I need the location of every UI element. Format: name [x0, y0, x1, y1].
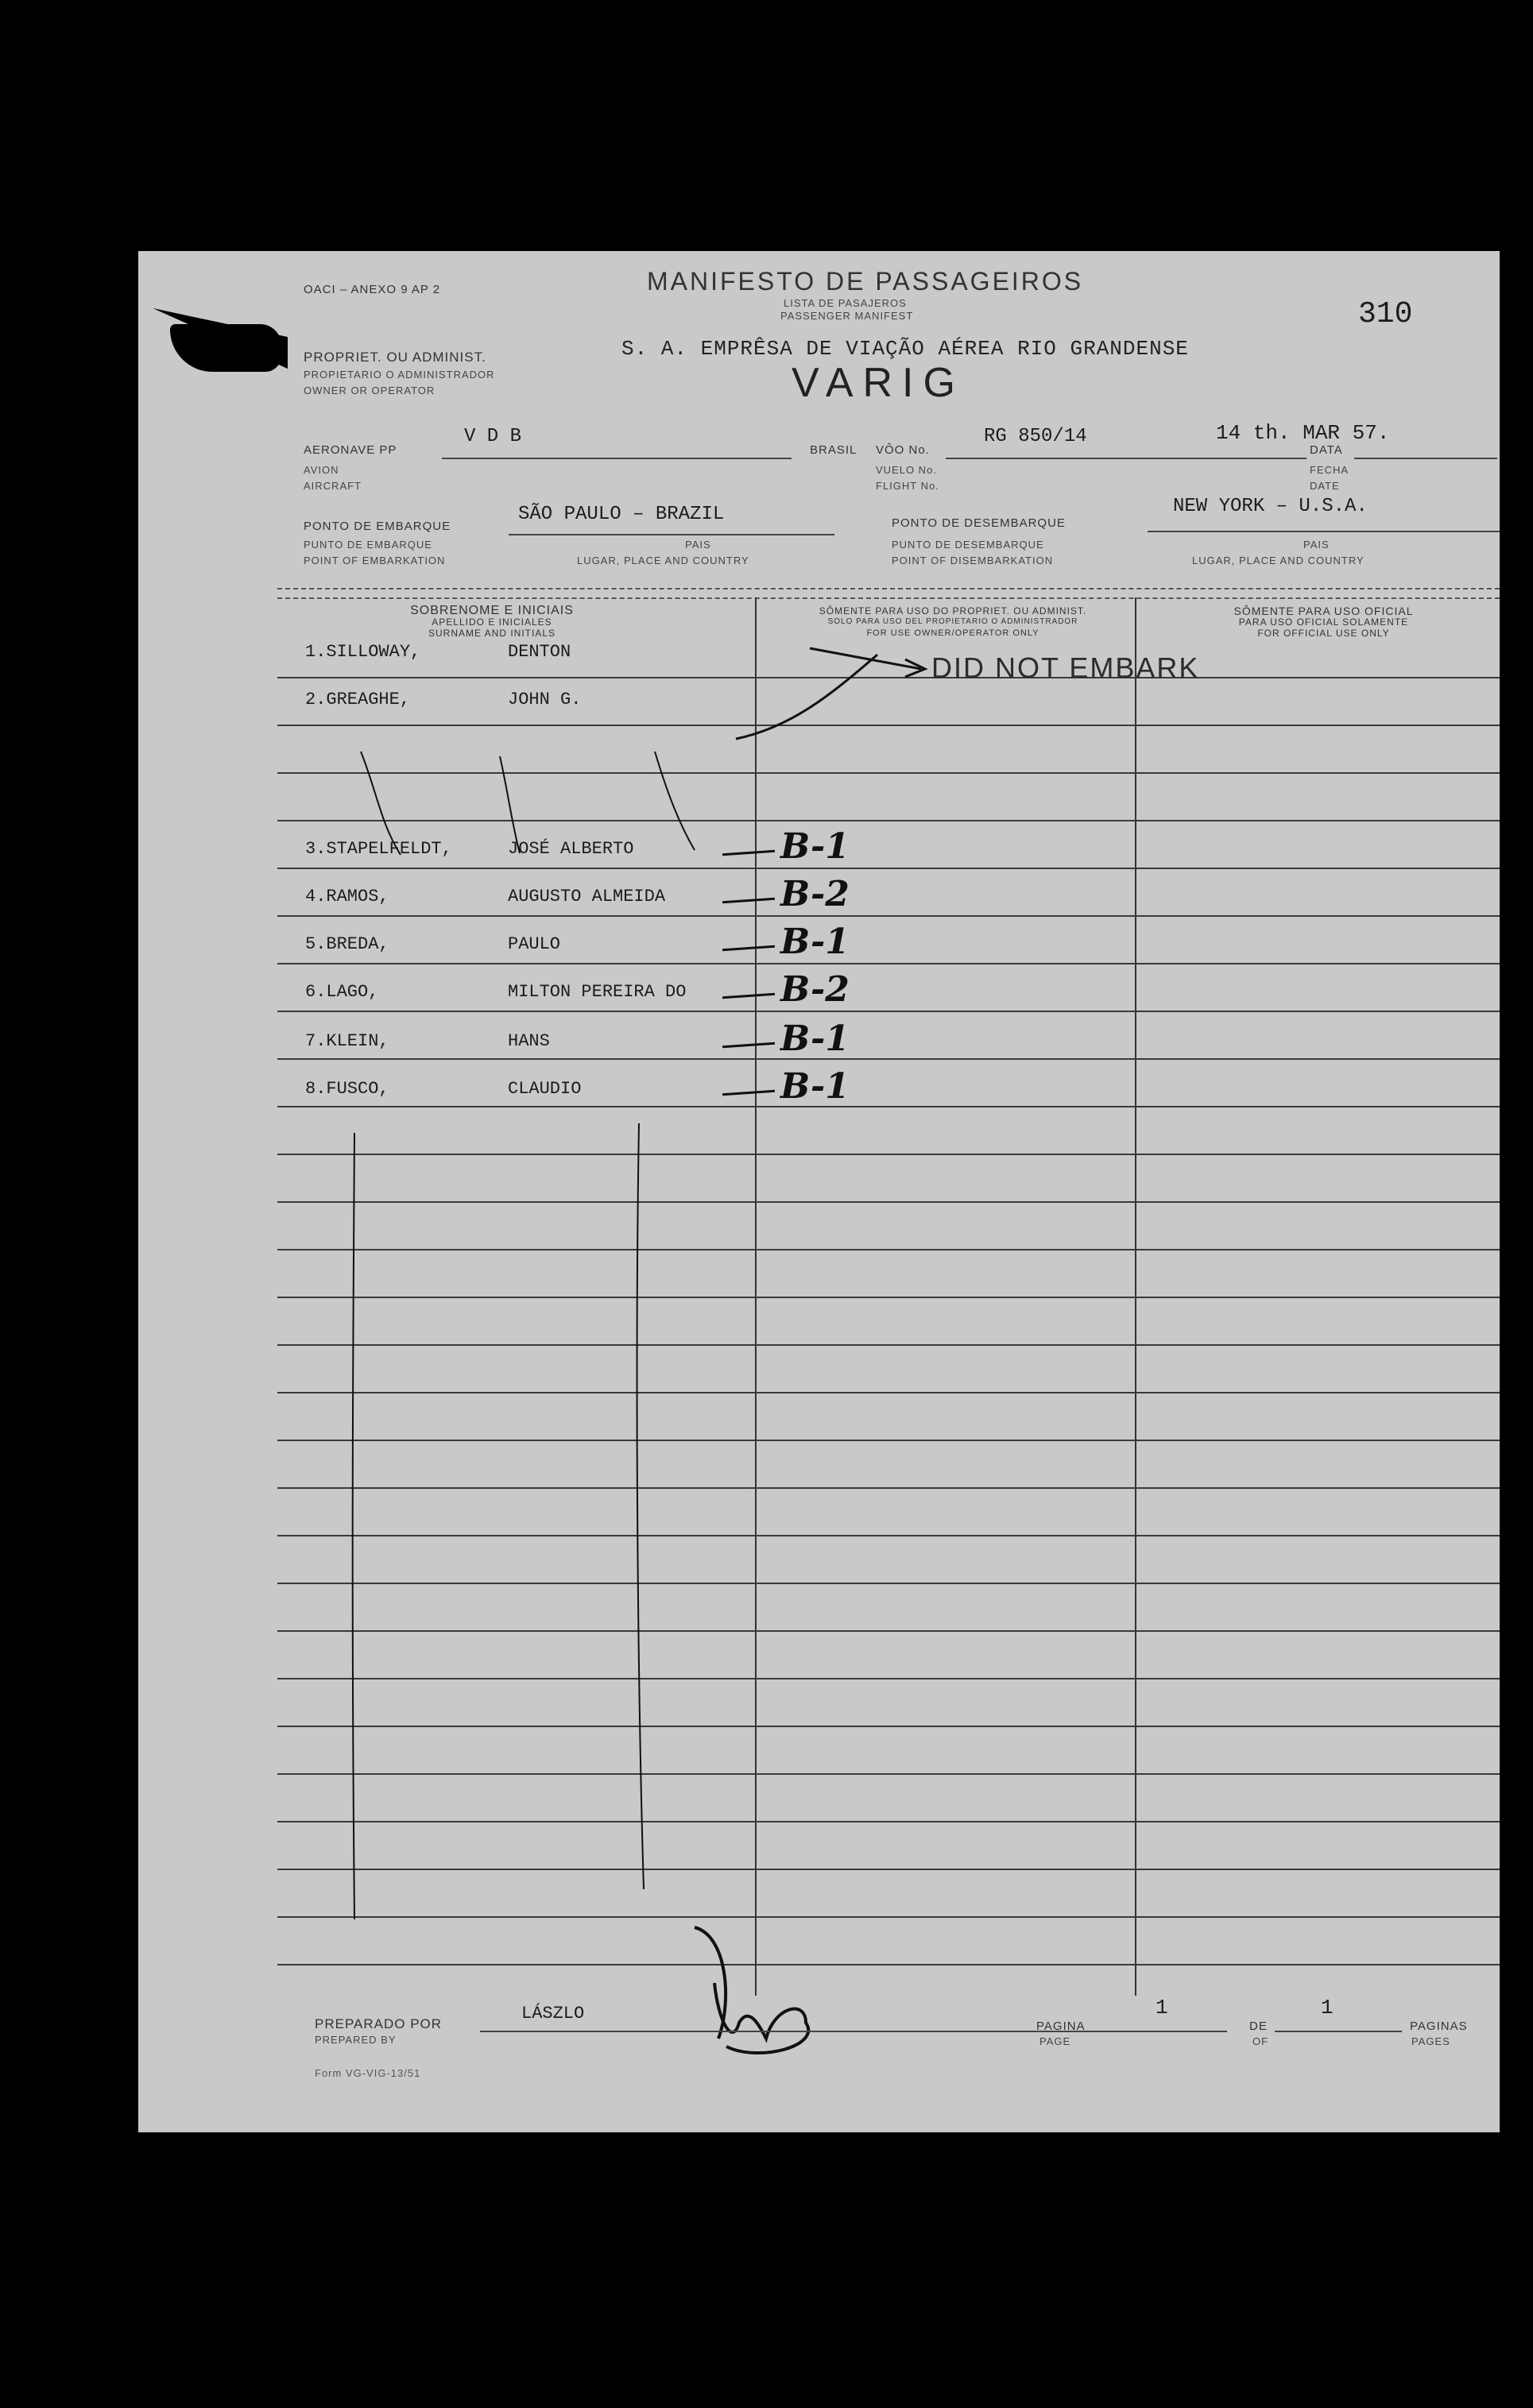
- aircraft-label-es: AVION: [304, 464, 339, 476]
- airline-name: VARIG: [792, 360, 965, 406]
- passenger-given-name: AUGUSTO ALMEIDA: [508, 887, 666, 906]
- manifest-page: [138, 251, 1500, 2132]
- embark-label-es: PUNTO DE EMBARQUE: [304, 539, 432, 551]
- page-value: 1: [1156, 1996, 1168, 2020]
- passenger-surname: 3.STAPELFELDT,: [305, 839, 452, 859]
- col-header-official-pt: SÔMENTE PARA USO OFICIAL: [1233, 605, 1414, 617]
- passenger-given-name: HANS: [508, 1031, 550, 1051]
- disembark-country-label-2: LUGAR, PLACE AND COUNTRY: [1192, 555, 1365, 566]
- boarding-mark: B-2: [780, 874, 850, 914]
- col-header-names-en: SURNAME AND INITIALS: [428, 628, 556, 639]
- passenger-given-name: MILTON PEREIRA DO: [508, 982, 687, 1002]
- date-label: DATA: [1310, 443, 1343, 457]
- of-value: 1: [1321, 1996, 1334, 2020]
- prepared-value: LÁSZLO: [521, 2004, 585, 2023]
- pages-label-en: PAGES: [1411, 2035, 1450, 2047]
- form-code-footer: Form VG-VIG-13/51: [315, 2067, 421, 2079]
- form-title-es: LISTA DE PASAJEROS: [784, 297, 907, 309]
- col-header-owner-es: SOLO PARA USO DEL PROPIETARIO O ADMINISTRADOR: [827, 617, 1078, 626]
- date-label-es: FECHA: [1310, 464, 1349, 476]
- disembark-label-en: POINT OF DISEMBARKATION: [892, 555, 1054, 566]
- aircraft-label: AERONAVE PP: [304, 443, 397, 457]
- passenger-given-name: JOSÉ ALBERTO: [508, 839, 634, 859]
- page-number: 310: [1358, 297, 1413, 331]
- pages-label: PAGINAS: [1410, 2020, 1468, 2033]
- disembark-value: NEW YORK – U.S.A.: [1173, 496, 1368, 517]
- embark-value: SÃO PAULO – BRAZIL: [518, 504, 725, 525]
- disembark-label: PONTO DE DESEMBARQUE: [892, 516, 1066, 530]
- embark-country-label-1: PAIS: [685, 539, 711, 551]
- flight-value: RG 850/14: [984, 426, 1087, 447]
- passenger-given-name: CLAUDIO: [508, 1079, 582, 1099]
- passenger-given-name: DENTON: [508, 642, 571, 662]
- form-code: OACI – ANEXO 9 AP 2: [304, 283, 441, 296]
- col-header-official-es: PARA USO OFICIAL SOLAMENTE: [1238, 616, 1409, 628]
- flight-label-es: VUELO No.: [876, 464, 937, 476]
- boarding-mark: B-1: [780, 922, 850, 962]
- passenger-surname: 2.GREAGHE,: [305, 690, 411, 709]
- date-value: 14 th. MAR 57.: [1216, 421, 1390, 445]
- passenger-given-name: JOHN G.: [508, 690, 582, 709]
- date-label-en: DATE: [1310, 480, 1340, 492]
- disembark-label-es: PUNTO DE DESEMBARQUE: [892, 539, 1044, 551]
- brasil-label: BRASIL: [810, 443, 857, 457]
- boarding-mark: B-1: [780, 826, 850, 867]
- passenger-given-name: PAULO: [508, 934, 561, 954]
- embark-label: PONTO DE EMBARQUE: [304, 520, 451, 533]
- aircraft-label-en: AIRCRAFT: [304, 480, 362, 492]
- flight-label-en: FLIGHT No.: [876, 480, 939, 492]
- embark-label-en: POINT OF EMBARKATION: [304, 555, 446, 566]
- owner-label-en: OWNER OR OPERATOR: [304, 385, 436, 396]
- of-label: DE: [1249, 2020, 1268, 2033]
- handwriting-marks: [138, 251, 1500, 2132]
- page-label: PAGINA: [1036, 2020, 1086, 2033]
- passenger-surname: 7.KLEIN,: [305, 1031, 389, 1051]
- passenger-surname: 5.BREDA,: [305, 934, 389, 954]
- of-label-en: OF: [1252, 2035, 1269, 2047]
- page-label-en: PAGE: [1039, 2035, 1071, 2047]
- passenger-surname: 1.SILLOWAY,: [305, 642, 421, 662]
- owner-label-pt: PROPRIET. OU ADMINIST.: [304, 350, 486, 365]
- prepared-label: PREPARADO POR: [315, 2016, 443, 2031]
- aircraft-value: V D B: [464, 426, 522, 447]
- passenger-surname: 6.LAGO,: [305, 982, 379, 1002]
- col-header-names-es: APELLIDO E INICIALES: [432, 616, 552, 628]
- form-title-en: PASSENGER MANIFEST: [780, 310, 914, 322]
- owner-label-es: PROPIETARIO O ADMINISTRADOR: [304, 369, 495, 381]
- boarding-mark: B-2: [780, 969, 850, 1010]
- prepared-label-en: PREPARED BY: [315, 2034, 397, 2046]
- disembark-country-label-1: PAIS: [1303, 539, 1330, 551]
- flight-label: VÔO No.: [876, 443, 930, 457]
- embark-country-label-2: LUGAR, PLACE AND COUNTRY: [577, 555, 749, 566]
- form-title: MANIFESTO DE PASSAGEIROS: [647, 267, 1084, 296]
- company-name: S. A. EMPRÊSA DE VIAÇÃO AÉREA RIO GRANDENSE: [621, 337, 1189, 361]
- col-header-owner-en: FOR USE OWNER/OPERATOR ONLY: [866, 628, 1039, 638]
- passenger-surname: 8.FUSCO,: [305, 1079, 389, 1099]
- col-header-owner-pt: SÔMENTE PARA USO DO PROPRIET. OU ADMINIST.: [819, 605, 1087, 616]
- col-header-official-en: FOR OFFICIAL USE ONLY: [1257, 628, 1390, 639]
- passenger-surname: 4.RAMOS,: [305, 887, 389, 906]
- boarding-mark: B-1: [780, 1066, 850, 1107]
- did-not-embark-stamp: DID NOT EMBARK: [931, 651, 1200, 684]
- boarding-mark: B-1: [780, 1018, 850, 1059]
- col-header-names-pt: SOBRENOME E INICIAIS: [410, 604, 574, 617]
